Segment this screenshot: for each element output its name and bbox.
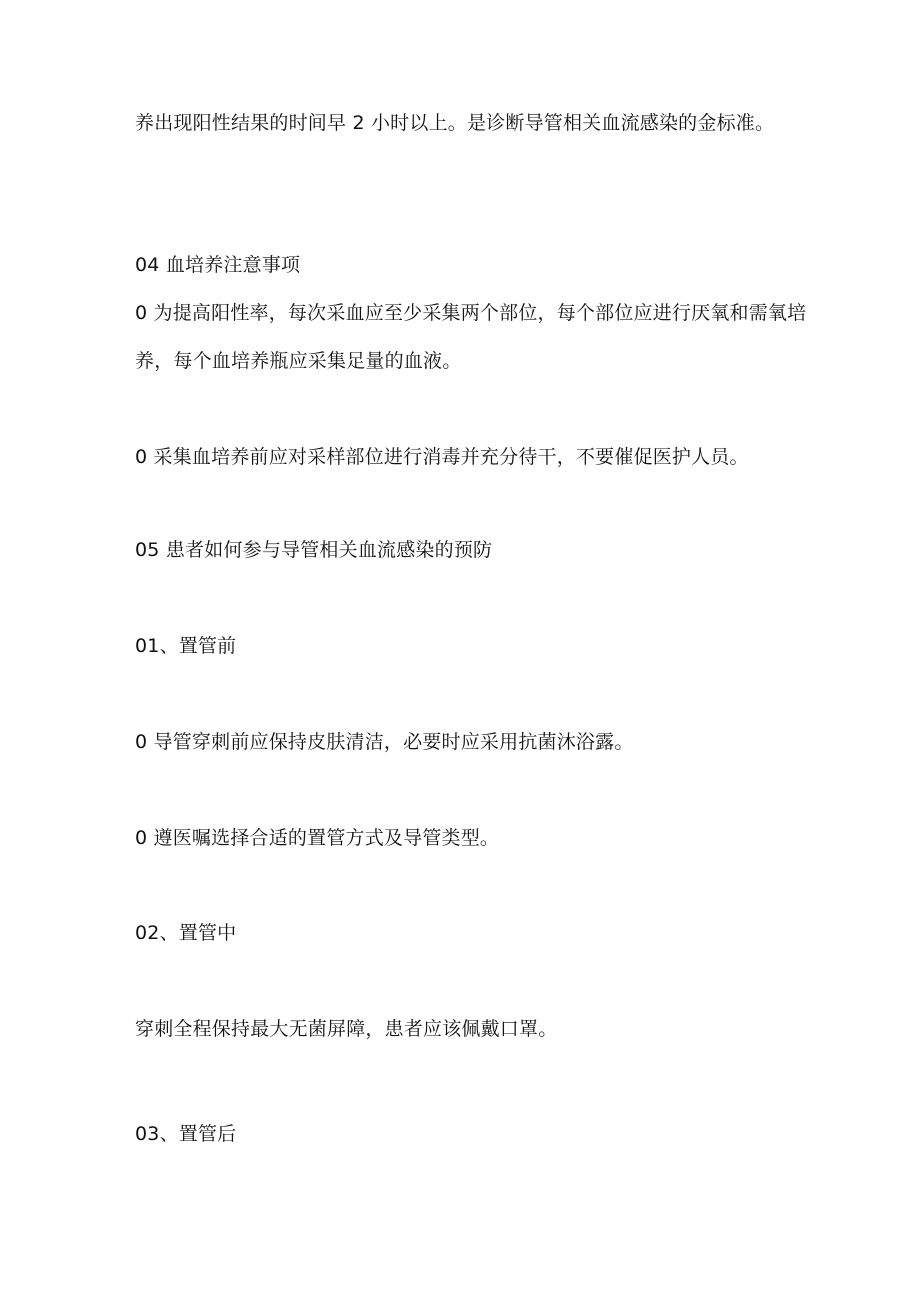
section-heading-04: 04 血培养注意事项: [135, 254, 301, 276]
list-item-skin-clean: 0 导管穿刺前应保持皮肤清洁，必要时应采用抗菌沐浴露。: [135, 731, 634, 753]
list-item-catheter-type: 0 遵医嘱选择合适的置管方式及导管类型。: [135, 827, 500, 849]
paragraph-continuation: 养出现阳性结果的时间早 2 小时以上。是诊断导管相关血流感染的金标准。: [135, 112, 775, 134]
subheading-after-catheter: 03、置管后: [135, 1123, 237, 1145]
paragraph-sterile-barrier: 穿刺全程保持最大无菌屏障，患者应该佩戴口罩。: [135, 1018, 558, 1040]
list-item-disinfection: 0 采集血培养前应对采样部位进行消毒并充分待干，不要催促医护人员。: [135, 446, 749, 468]
section-heading-05: 05 患者如何参与导管相关血流感染的预防: [135, 539, 493, 561]
subheading-during-catheter: 02、置管中: [135, 922, 237, 944]
list-item-positivity-rate: 0 为提高阳性率，每次采血应至少采集两个部位，每个部位应进行厌氧和需氧培: [135, 302, 807, 324]
list-item-positivity-rate-cont: 养，每个血培养瓶应采集足量的血液。: [135, 350, 462, 372]
subheading-before-catheter: 01、置管前: [135, 635, 237, 657]
